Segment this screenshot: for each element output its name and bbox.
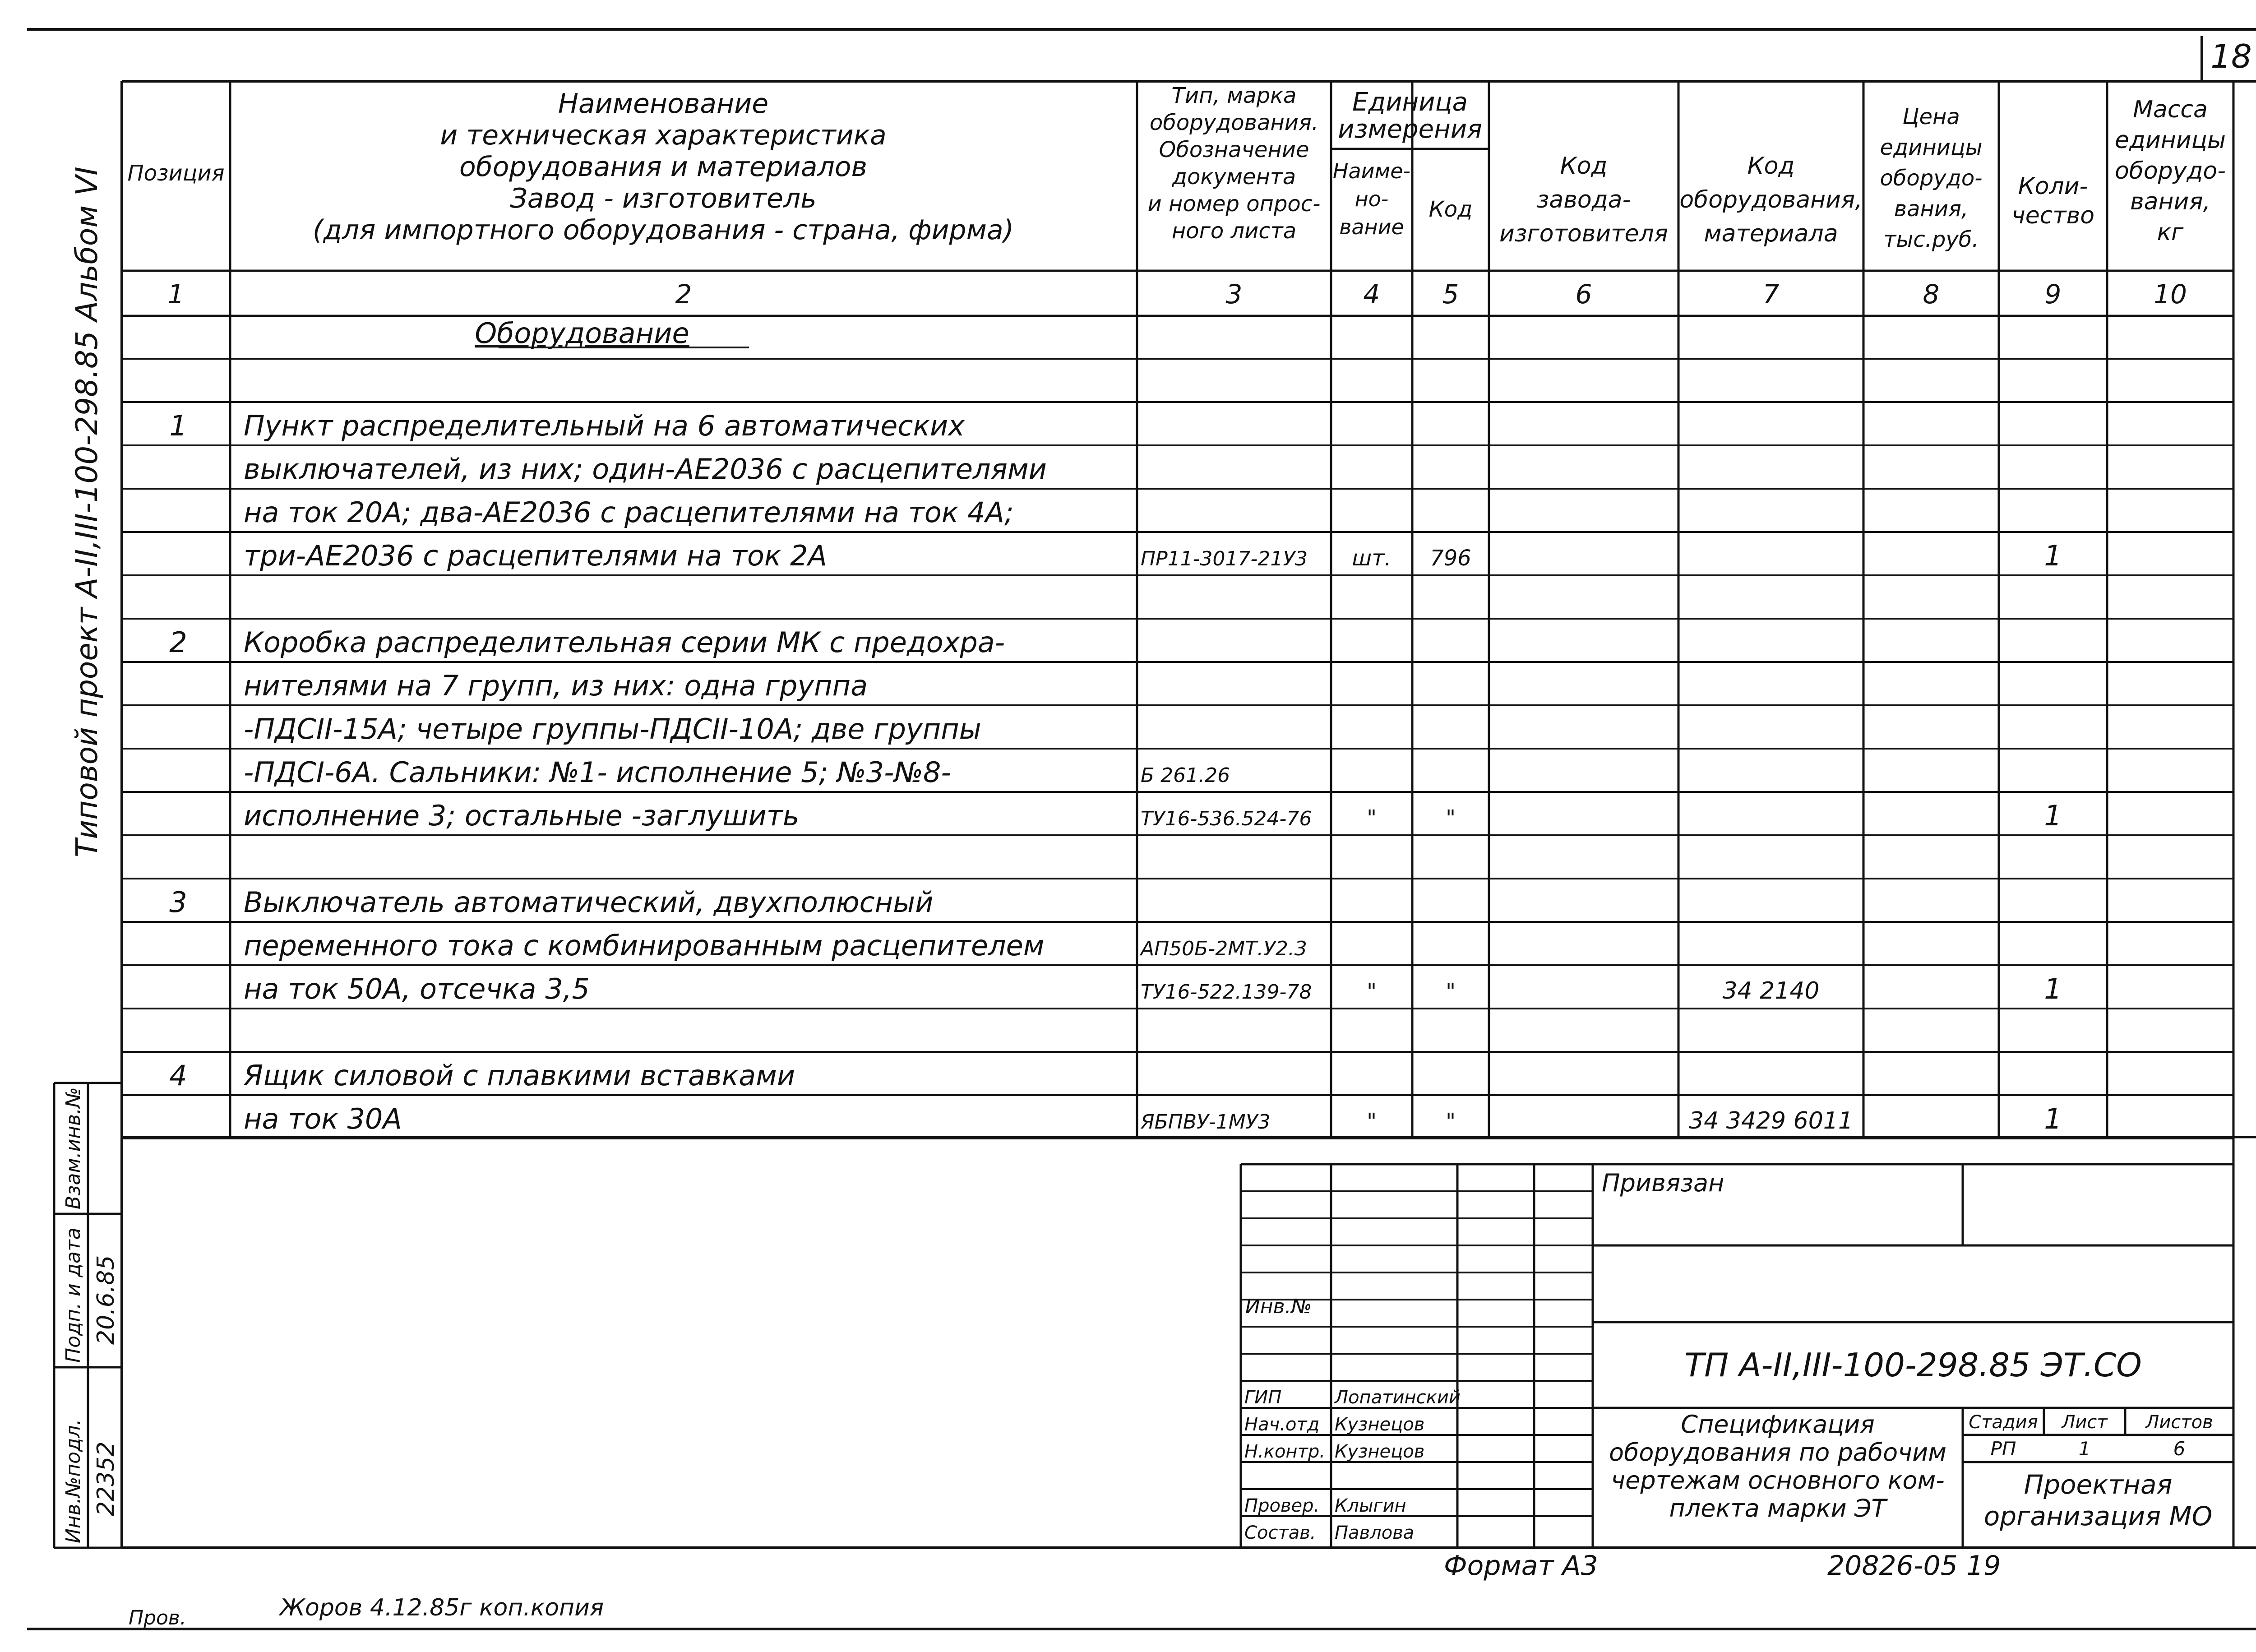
cell-name: на ток 20А; два-АЕ2036 с расцепителями на ток 4А; [244, 496, 1014, 529]
signature-name: Лопатинский [1335, 1387, 1461, 1408]
header-type-line: Тип, марка [1171, 83, 1297, 108]
header-column-number: 2 [675, 279, 692, 310]
header-equip-line: оборудования, [1679, 186, 1863, 213]
header-unit-group-line: измерения [1338, 115, 1482, 144]
header-price-line: Цена [1902, 104, 1960, 130]
table-row [244, 799, 2062, 832]
document-code: ТП А-II,III-100-298.85 ЭТ.СО [1684, 1346, 2142, 1384]
format-label: Формат А3 [1444, 1550, 1598, 1582]
cell-unit: шт. [1352, 546, 1392, 571]
bottom-code: 20826-05 19 [1827, 1550, 2001, 1582]
organization [1984, 1469, 2213, 1532]
cell-type: ТУ16-522.139-78 [1141, 981, 1312, 1004]
cell-qty: 1 [2044, 539, 2062, 572]
header-mass-line: вания, [2130, 188, 2211, 215]
cell-unit: " [1366, 1109, 1377, 1134]
cell-unit-code: " [1445, 805, 1456, 831]
header-column-number: 3 [1225, 279, 1243, 310]
header-unit-name-line: но- [1355, 187, 1389, 211]
header-mass-line: Масса [2133, 96, 2208, 123]
table-row [244, 453, 1047, 486]
cell-name: Выключатель автоматический, двухполюсный [244, 886, 934, 919]
table-row [169, 409, 965, 442]
header-type-line: и номер опрос- [1147, 191, 1321, 217]
header-price-line: вания, [1894, 196, 1969, 222]
header-price-line: оборудо- [1880, 166, 1983, 191]
cell-equip-code: 34 2140 [1722, 977, 1820, 1004]
cell-name: Ящик силовой с плавкими вставками [244, 1059, 795, 1092]
header-column-number: 10 [2154, 279, 2187, 310]
signature-name: Кузнецов [1335, 1414, 1425, 1435]
header-unit-name-line: Наиме- [1332, 159, 1411, 183]
table-row [169, 886, 933, 919]
album-label: Типовой проект А-II,III-100-298.85 Альбом VI [69, 167, 104, 857]
header-price-line: единицы [1880, 135, 1983, 160]
title-block-rows [1241, 1191, 1593, 1516]
cell-unit-code: " [1445, 979, 1456, 1004]
header-name-line: оборудования и материалов [459, 151, 867, 183]
cell-name: -ПДСI-6А. Сальники: №1- исполнение 5; №3-№8- [244, 756, 951, 789]
sheet-value: 1 [2078, 1438, 2091, 1460]
header-column-number: 5 [1442, 279, 1459, 310]
inv-no-label: Инв.№ [1245, 1295, 1312, 1318]
header-mass-line: оборудо- [2114, 157, 2226, 185]
signature-name: Павлова [1335, 1522, 1415, 1543]
cell-position: 4 [169, 1059, 187, 1092]
header-name-line: Завод - изготовитель [510, 183, 817, 214]
cell-name: на ток 50А, отсечка 3,5 [244, 972, 590, 1005]
cell-name: Пункт распределительный на 6 автоматических [244, 409, 965, 442]
header-unit-name [1333, 159, 1410, 239]
cell-unit: " [1366, 979, 1377, 1004]
stage-header: Стадия [1969, 1412, 2038, 1433]
signatures [1244, 1387, 1461, 1543]
cell-name: Коробка распределительная серии МК с предохра- [244, 626, 1005, 659]
header-maker-code [1499, 153, 1668, 247]
header-equip-line: материала [1704, 220, 1838, 247]
inv-podl-value: 22352 [92, 1441, 120, 1516]
podp-header: Подп. и дата [62, 1227, 85, 1363]
tied-label: Привязан [1602, 1169, 1724, 1197]
cell-position: 2 [169, 626, 187, 659]
header-name-line: (для импортного оборудования - страна, фирма) [312, 214, 1014, 246]
section-title: Оборудование [475, 317, 689, 350]
header-column-number: 8 [1923, 279, 1940, 310]
header-maker-line: завода- [1536, 186, 1631, 213]
table-row [244, 929, 1307, 962]
cell-type: АП50Б-2МТ.У2.3 [1141, 937, 1307, 960]
stage-value: РП [1990, 1438, 2016, 1460]
signature-name: Клыгин [1335, 1495, 1406, 1516]
header-mass-line: кг [2157, 219, 2184, 246]
signature-role: ГИП [1244, 1387, 1282, 1408]
cell-type: ПР11-3017-21У3 [1141, 547, 1308, 570]
header-qty-line: Коли- [2018, 173, 2088, 200]
table-row [244, 972, 2062, 1005]
cell-name: нителями на 7 групп, из них: одна группа [244, 669, 868, 702]
table-body [169, 409, 2062, 1135]
table-row [169, 1059, 795, 1092]
signature-role: Состав. [1244, 1522, 1316, 1543]
cell-name: на ток 30А [244, 1102, 402, 1135]
header-column-number: 1 [167, 279, 185, 310]
cell-type: ЯБПВУ-1МУ3 [1141, 1111, 1271, 1134]
table-row [244, 1102, 2062, 1135]
signature-role: Н.контр. [1244, 1441, 1325, 1462]
document-title-line: Спецификация [1681, 1410, 1875, 1439]
cell-unit-code: 796 [1430, 546, 1471, 571]
table-row [169, 626, 1005, 659]
vzam-header: Взам.инв.№ [62, 1087, 85, 1209]
table-header [128, 83, 2226, 310]
document-title [1609, 1410, 1946, 1522]
header-equip-line: Код [1747, 153, 1795, 180]
document-title-line: оборудования по рабочим [1609, 1438, 1946, 1467]
header-unit-group [1338, 88, 1482, 144]
header-mass [2115, 96, 2226, 246]
cell-type: ТУ16-536.524-76 [1141, 807, 1312, 830]
table-row [244, 539, 2062, 572]
checked-label: Пров. [129, 1606, 186, 1629]
header-qty [2011, 173, 2094, 229]
signature-role: Нач.отд [1244, 1414, 1320, 1435]
sheet-number: 18 [2210, 37, 2252, 75]
cell-name: исполнение 3; остальные -заглушить [244, 799, 800, 832]
header-price [1880, 104, 1982, 252]
cell-equip-code: 34 3429 6011 [1689, 1107, 1853, 1134]
header-type-line: ного листа [1171, 218, 1297, 244]
organization-line: Проектная [2024, 1469, 2173, 1500]
sheets-value: 6 [2173, 1438, 2186, 1460]
header-maker-line: изготовителя [1499, 220, 1668, 247]
document-title-line: плекта марки ЭТ [1669, 1494, 1886, 1522]
signature-role: Провер. [1244, 1495, 1320, 1516]
sheet-header: Лист [2062, 1412, 2108, 1433]
cell-position: 1 [169, 409, 187, 442]
header-qty-line: чество [2011, 202, 2095, 229]
header-unit-code: Код [1428, 197, 1473, 222]
organization-line: организация МО [1983, 1501, 2213, 1532]
header-unit-name-line: вание [1339, 215, 1404, 239]
cell-name: -ПДСII-15А; четыре группы-ПДСII-10А; две группы [244, 713, 981, 745]
cell-qty: 1 [2044, 972, 2062, 1005]
header-name [313, 88, 1014, 246]
cell-qty: 1 [2044, 799, 2062, 832]
header-type-line: Обозначение [1159, 137, 1309, 162]
cell-type: Б 261.26 [1141, 764, 1230, 787]
header-price-line: тыс.руб. [1883, 227, 1979, 252]
cell-name: переменного тока с комбинированным расцепителем [244, 929, 1045, 962]
cell-name: три-АЕ2036 с расцепителями на ток 2А [244, 539, 827, 572]
cell-unit-code: " [1445, 1109, 1456, 1134]
podp-value: 20.6.85 [92, 1255, 120, 1345]
table-row [244, 496, 1014, 529]
header-column-number: 7 [1762, 279, 1780, 310]
header-name-line: Наименование [558, 88, 769, 120]
handwritten-note: Жоров 4.12.85г коп.копия [280, 1594, 604, 1621]
header-unit-group-line: Единица [1352, 88, 1468, 117]
inv-podl-header: Инв.№подл. [62, 1419, 85, 1543]
header-column-number: 9 [2044, 279, 2062, 310]
header-column-numbers [168, 279, 2187, 310]
table-row [244, 669, 868, 702]
cell-position: 3 [169, 886, 187, 919]
signature-name: Кузнецов [1335, 1441, 1425, 1462]
header-column-number: 4 [1363, 279, 1380, 310]
cell-name: выключателей, из них; один-АЕ2036 с расцепителями [244, 453, 1047, 486]
sheets-header: Листов [2145, 1412, 2213, 1433]
header-mass-line: единицы [2115, 127, 2226, 154]
header-maker-line: Код [1560, 153, 1608, 180]
cell-qty: 1 [2044, 1102, 2062, 1135]
cell-unit: " [1366, 805, 1377, 831]
header-type-line: оборудования. [1149, 110, 1319, 135]
header-position: Позиция [127, 161, 225, 186]
header-equip-code [1679, 153, 1862, 247]
header-type [1148, 83, 1321, 244]
table-row [244, 756, 1230, 789]
header-type-line: документа [1172, 164, 1296, 190]
header-name-line: и техническая характеристика [440, 120, 887, 151]
document-title-line: чертежам основного ком- [1611, 1466, 1945, 1495]
header-column-number: 6 [1575, 279, 1592, 310]
table-row [244, 713, 981, 745]
